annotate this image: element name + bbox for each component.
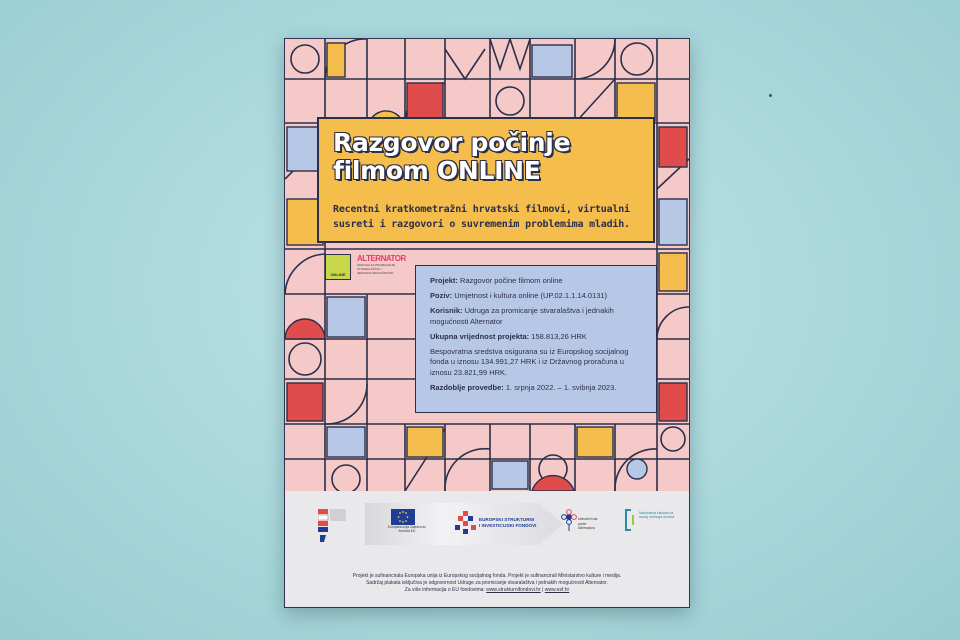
link-esf[interactable]: www.esf.hr (544, 587, 570, 593)
info-beneficiary: Korisnik: Udruga za promicanje stvaralaštva i jednakih mogućnosti Alternator (430, 306, 614, 326)
title-line-1: Razgovor počinje (333, 128, 571, 157)
eu-flag-icon (391, 509, 415, 525)
title-line-2: filmom ONLINE (333, 156, 541, 185)
partner-logos (325, 252, 406, 286)
funding-disclaimer (295, 573, 679, 594)
info-period: Razdoblje provedbe: 1. srpnja 2022. – 1. svibnja 2023. (430, 382, 617, 392)
national-foundation-logo (625, 509, 681, 549)
croatia-coat-of-arms-icon (318, 509, 348, 543)
info-project: Projekt: Razgovor počine filmom online (430, 276, 563, 285)
bracket-icon (625, 509, 637, 531)
alternator-wordmark: ALTERNATOR (357, 254, 406, 263)
title-box (317, 117, 655, 243)
poster-footer (285, 491, 689, 607)
poster (284, 38, 690, 608)
esif-logo (455, 511, 541, 541)
alternator-logo (357, 254, 406, 282)
esf-flower-logo (561, 509, 601, 545)
project-info-box (415, 265, 657, 413)
alternator-subtext: UDRUGA ZA PROMICANJE STVARALAŠTVA I JEDNAKIH MOGUĆNOSTI (357, 263, 395, 275)
croatia-ministry-logo (318, 509, 348, 543)
poster-title (333, 129, 653, 185)
online-badge-text: ONLINE (330, 272, 346, 277)
disclaimer-line-3: Za više informacija o EU fondovima: www.strukturnifondovi.hr | www.esf.hr (404, 587, 570, 593)
disclaimer-line-1: Projekt je sufinancirala Europska unija iz Europskog socijalnog fonda. Projekt je sufinancirali Ministarstvo kulture i medija. (352, 573, 622, 579)
eu-logo (383, 509, 431, 545)
info-funding: Bespovratna sredstva osigurana su iz Europskog socijalnog fonda u iznosu 134.991,27 HRK i iz Državnog proračuna u iznosu 23.821,99 HRK. (430, 346, 629, 377)
background-dot (769, 94, 772, 97)
national-foundation-caption: Nacionalna zaklada za razvoj civilnoga društva (639, 511, 675, 520)
disclaimer-line-2: Sadržaj plakata isključiva je odgovornost Udruge za promicanje stvaralaštva i jednakih mogućnosti Alternator. (366, 580, 608, 586)
esif-caption: EUROPSKI STRUKTURNI I INVESTICIJSKI FONDOVI (479, 517, 537, 528)
eu-caption: Europska unija Zajedno do fondova EU (388, 525, 426, 533)
info-total-value: Ukupna vrijednost projekta: 158.813,26 HRK (430, 331, 587, 341)
online-badge-logo (325, 254, 351, 280)
info-call: Poziv: Umjetnost i kultura online (UP.02.1.1.14.0131) (430, 291, 608, 300)
poster-subtitle: Recentni kratkometražni hrvatski filmovi, virtualni susreti i razgovori o suvremenim problemima mladih. (333, 204, 630, 230)
esif-checker-icon (455, 511, 477, 535)
esf-flower-caption: Udruženi rad protiv Alternatora (578, 517, 598, 530)
flower-icon (561, 509, 577, 531)
link-strukturnifondovi[interactable]: www.strukturnifondovi.hr (486, 587, 541, 593)
